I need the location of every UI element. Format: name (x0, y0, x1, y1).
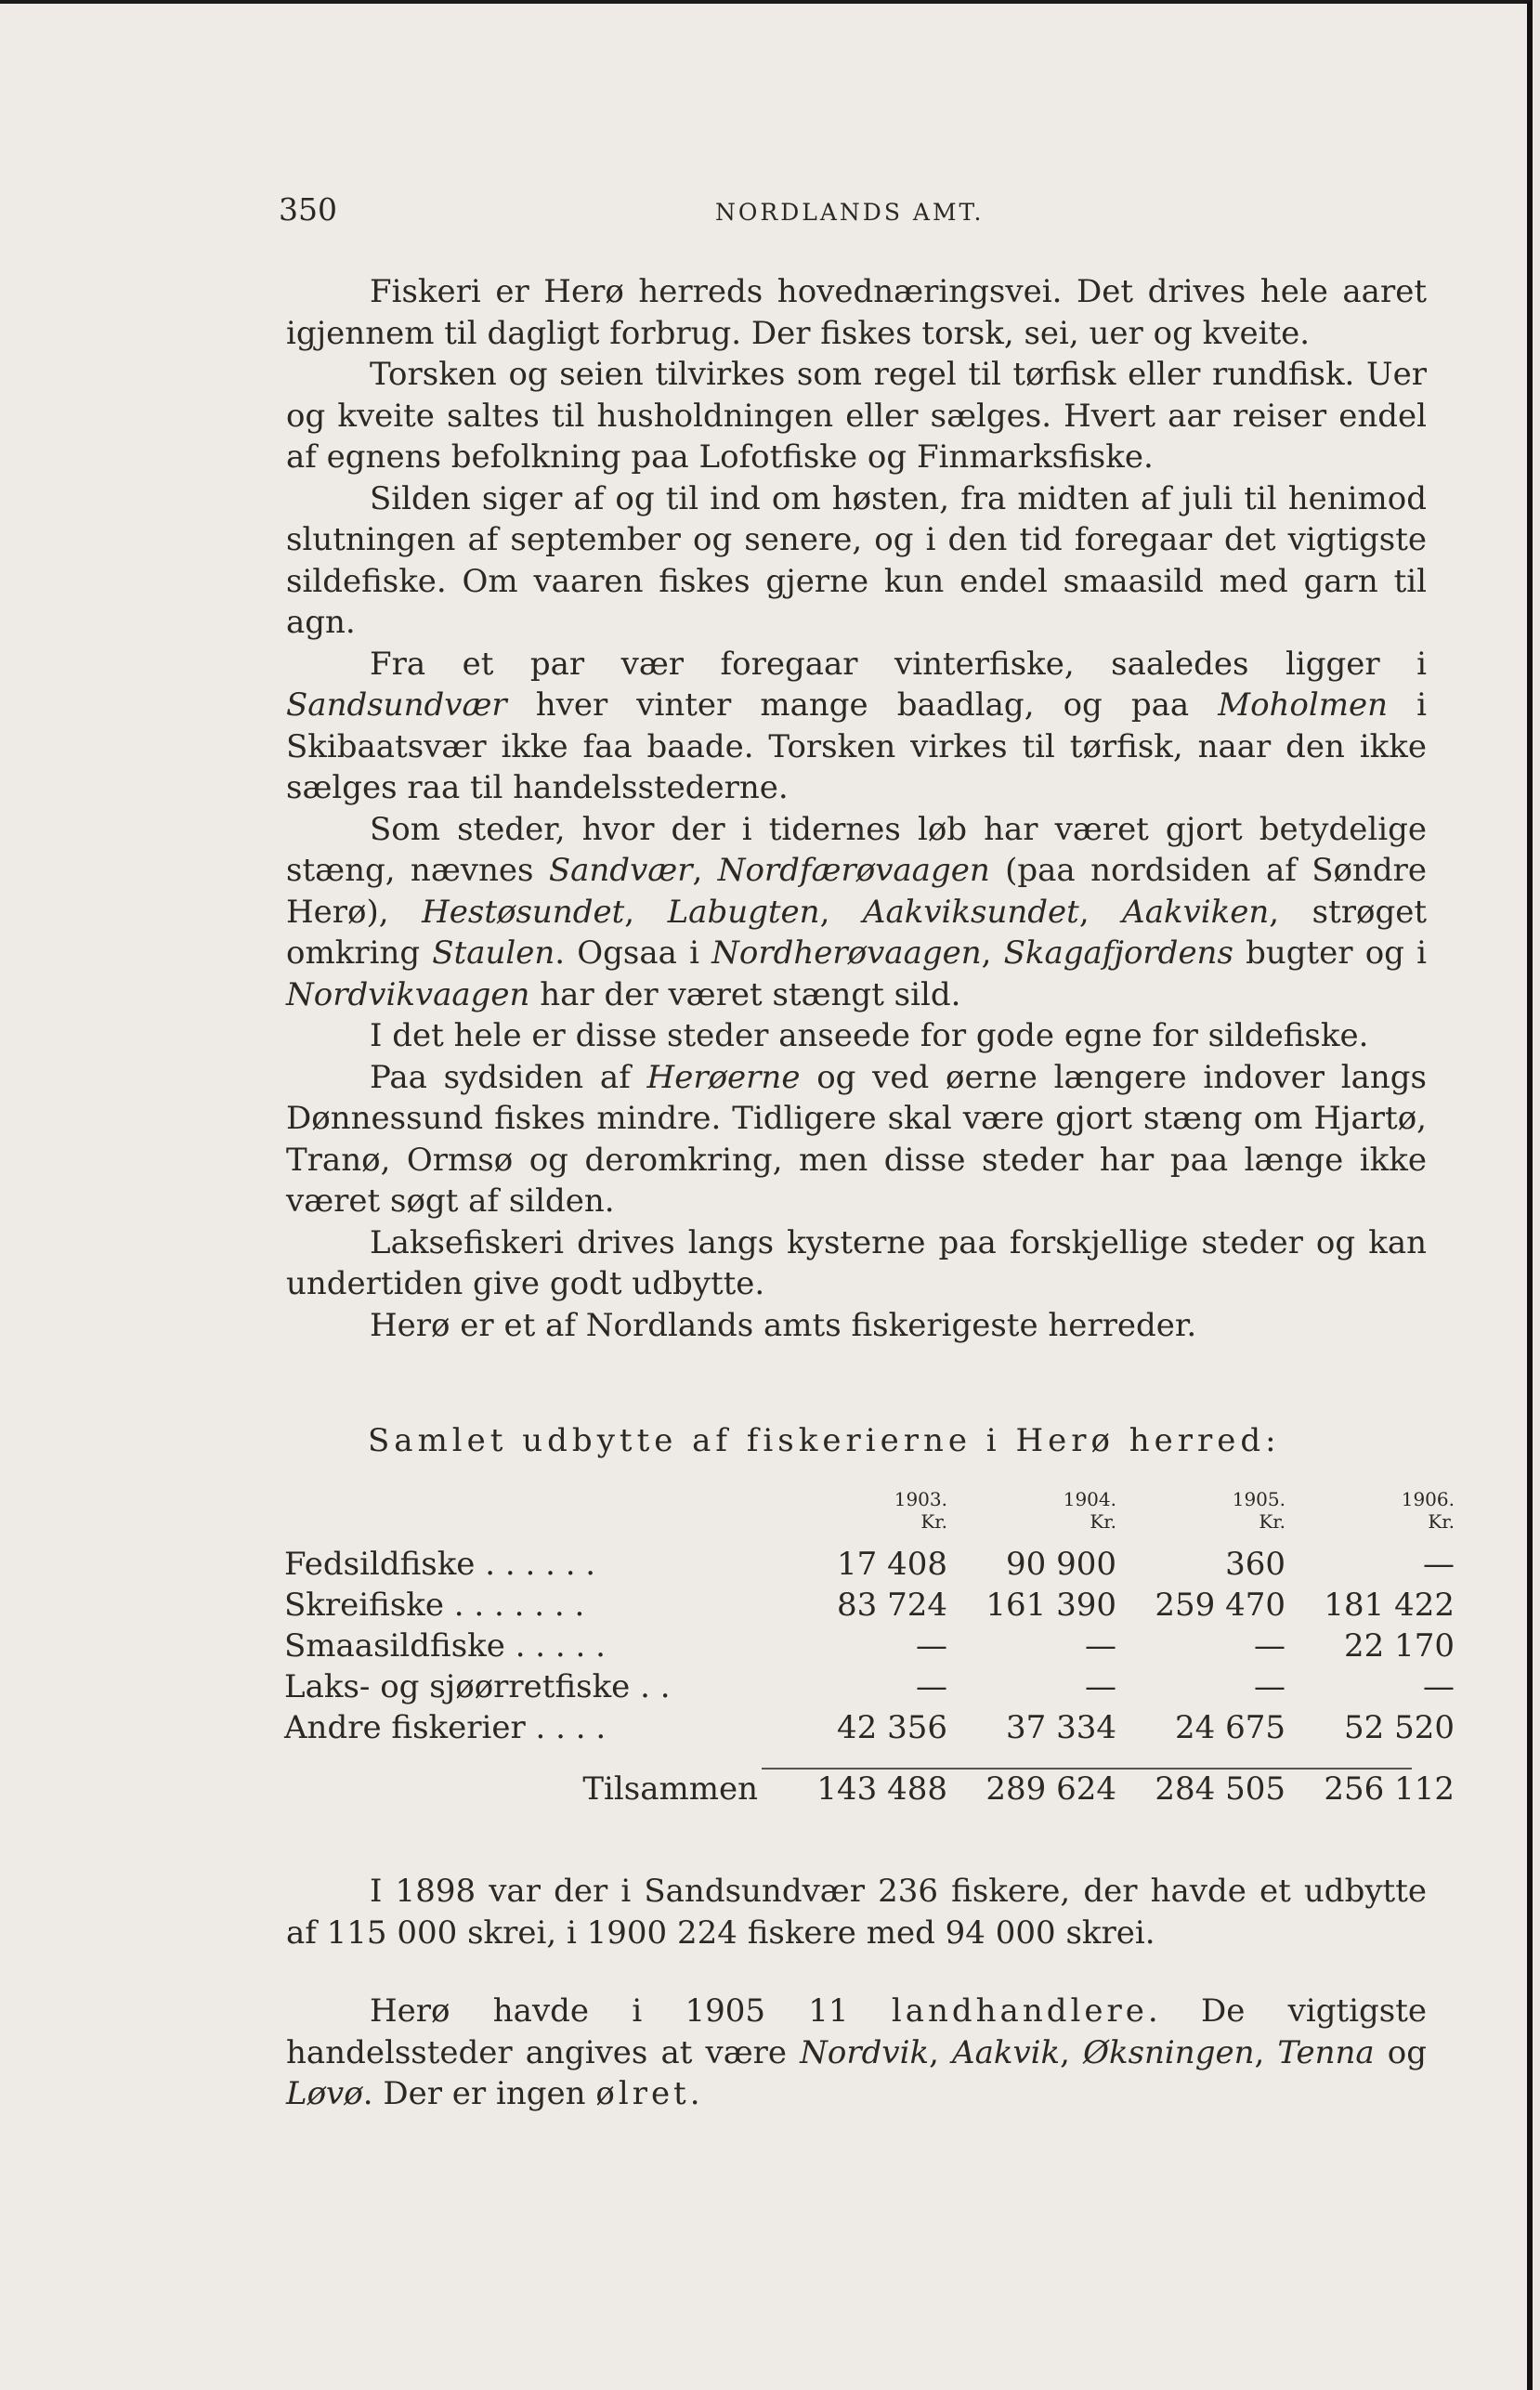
place-name: Herøerne (646, 1058, 801, 1096)
body-text-final (286, 1991, 1427, 2115)
table-cell: 90 900 (1006, 1546, 1116, 1583)
table-cell: 52 520 (1344, 1709, 1455, 1746)
page-number: 350 (279, 191, 337, 228)
paragraph: Paa sydsiden af Herøerne og ved øerne længere indover langs Dønnessund fiskes mindre. Tidligere skal være gjort stæng om Hjartø, Tranø, Ormsø og deromkring, men disse steder har paa længe ikke været søgt af silden. (286, 1058, 1427, 1220)
total-rule (762, 1768, 1412, 1770)
row-label: Fedsildfiske . . . . . . (284, 1546, 596, 1583)
place-name: Øksningen (1083, 2033, 1255, 2071)
spaced-word: landhandlere (891, 1992, 1148, 2030)
year-column-header: 1904. Kr. (1063, 1488, 1116, 1533)
table-row (284, 1626, 1455, 1666)
table-cell: — (916, 1627, 947, 1665)
table-title: Samlet udbytte af fiskerierne i Herø herred: (368, 1422, 1281, 1459)
table-row (284, 1544, 1455, 1585)
place-name: Sandvær (548, 852, 693, 889)
table-cell: 83 724 (837, 1587, 947, 1624)
table-cell: — (1085, 1627, 1116, 1665)
body-text-after-table (286, 1871, 1427, 1953)
table-cell: — (1254, 1627, 1286, 1665)
spaced-word: ølret (595, 2075, 690, 2112)
row-label: Andre fiskerier . . . . (284, 1709, 607, 1746)
place-name: Nordherøvaagen (711, 934, 982, 972)
year-column-header: 1903. Kr. (894, 1488, 947, 1533)
place-name: Aakvik (952, 2033, 1061, 2071)
paragraph: Fiskeri er Herø herreds hovednæringsvei. Det drives hele aaret igjennem til dagligt forbrug. Der fiskes torsk, sei, uer og kveite. (286, 273, 1427, 352)
table-cell: 181 422 (1324, 1587, 1455, 1624)
place-name: Moholmen (1218, 686, 1389, 724)
place-name: Nordfærøvaagen (717, 852, 990, 889)
total-cell: 143 488 (816, 1770, 947, 1808)
table-cell: 42 356 (837, 1709, 947, 1746)
place-name: Staulen (432, 934, 555, 972)
running-head: NORDLANDS AMT. (715, 199, 985, 226)
table-cell: 259 470 (1155, 1587, 1286, 1624)
table-cell: 24 675 (1175, 1709, 1286, 1746)
total-cell: 289 624 (985, 1770, 1116, 1808)
paragraph: Silden siger af og til ind om høsten, fra midten af juli til henimod slutningen af september og senere, og i den tid foregaar det vigtigste sildefiske. Om vaaren fiskes gjerne kun endel smaasild med garn til agn. (286, 479, 1427, 641)
total-cell: 256 112 (1324, 1770, 1455, 1808)
place-name: Nordvik (800, 2033, 930, 2071)
place-name: Løvø (286, 2075, 363, 2112)
table-cell: — (1254, 1668, 1286, 1705)
paragraph: Fra et par vær foregaar vinterfiske, saaledes ligger i Sandsundvær hver vinter mange baadlag, og paa Moholmen i Skibaatsvær ikke faa baade. Torsken virkes til tørfisk, naar den ikke sælges raa til handelsstederne. (286, 645, 1427, 806)
body-text (286, 271, 1427, 1346)
year-column-header: 1906. Kr. (1401, 1488, 1455, 1533)
table-row (284, 1585, 1455, 1626)
place-name: Tenna (1277, 2033, 1375, 2071)
catch-table (284, 1488, 1455, 1809)
table-cell: 360 (1225, 1546, 1286, 1583)
paragraph: Herø er et af Nordlands amts fiskerigeste herreder. (370, 1306, 1197, 1344)
table-cell: 22 170 (1344, 1627, 1455, 1665)
table-cell: 17 408 (837, 1546, 947, 1583)
total-cell: 284 505 (1155, 1770, 1286, 1808)
row-label: Smaasildfiske . . . . . (284, 1627, 606, 1665)
table-row (284, 1707, 1455, 1748)
row-label: Laks- og sjøørretfiske . . (284, 1668, 671, 1705)
paragraph: I 1898 var der i Sandsundvær 236 fiskere, der havde et udbytte af 115 000 skrei, i 1900 224 fiskere med 94 000 skrei. (286, 1873, 1427, 1952)
place-name: Labugten (667, 893, 820, 931)
page-header (279, 191, 1207, 229)
table-cell: — (916, 1668, 947, 1705)
place-name: Skagafjordens (1003, 934, 1233, 972)
place-name: Aakviken (1122, 893, 1270, 931)
paragraph: Som steder, hvor der i tidernes løb har været gjort betydelige stæng, nævnes Sandvær, Nordfærøvaagen (paa nordsiden af Søndre Herø), Hestøsundet, Labugten, Aakviksundet, Aakviken, strøget omkring Staulen. Ogsaa i Nordherøvaagen, Skagafjordens bugter og i Nordvikvaagen har der været stængt sild. (286, 810, 1428, 1013)
place-name: Aakviksundet (862, 893, 1079, 931)
table-header-row (284, 1488, 1455, 1544)
paragraph: Laksefiskeri drives langs kysterne paa forskjellige steder og kan undertiden give godt udbytte. (286, 1223, 1427, 1302)
year-column-header: 1905. Kr. (1232, 1488, 1286, 1533)
table-cell: — (1423, 1546, 1455, 1583)
total-label: Tilsammen (582, 1770, 758, 1808)
total-row (284, 1748, 1455, 1809)
table-cell: 161 390 (985, 1587, 1116, 1624)
place-name: Hestøsundet (422, 893, 625, 931)
table-cell: 37 334 (1006, 1709, 1116, 1746)
table-row (284, 1666, 1455, 1707)
paragraph: Herø havde i 1905 11 landhandlere. De vigtigste handelssteder angives at være Nordvik, Aakvik, Øksningen, Tenna og Løvø. Der er ingen ølret. (286, 1992, 1428, 2112)
table-cell: — (1423, 1668, 1455, 1705)
place-name: Nordvikvaagen (286, 975, 530, 1013)
paragraph: Torsken og seien tilvirkes som regel til tørfisk eller rundfisk. Uer og kveite saltes til husholdningen eller sælges. Hvert aar reiser endel af egnens befolkning paa Lofotfiske og Finmarksfiske. (286, 356, 1427, 476)
paragraph: I det hele er disse steder anseede for gode egne for sildefiske. (370, 1017, 1369, 1054)
table-cell: — (1085, 1668, 1116, 1705)
row-label: Skreifiske . . . . . . . (284, 1587, 585, 1624)
place-name: Sandsundvær (286, 686, 507, 724)
